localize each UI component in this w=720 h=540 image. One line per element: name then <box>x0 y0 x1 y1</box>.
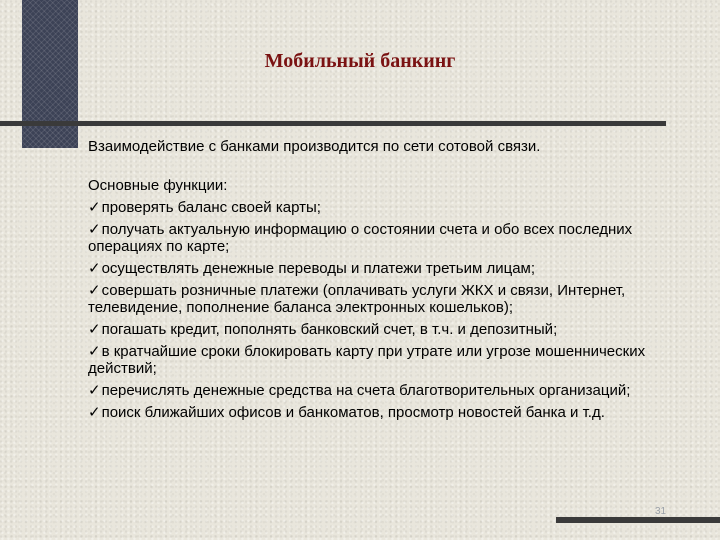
list-item <box>88 321 673 338</box>
list-item <box>88 260 673 277</box>
functions-list <box>88 199 673 421</box>
slide-title: Мобильный банкинг <box>264 50 456 72</box>
list-item-text: поиск ближайших офисов и банкоматов, просмотр новостей банка и т.д. <box>101 404 605 421</box>
list-item <box>88 382 673 399</box>
list-item <box>88 282 673 316</box>
list-item-text: в кратчайшие сроки блокировать карту при утрате или угрозе мошеннических действий; <box>88 343 646 377</box>
list-item-text: получать актуальную информацию о состоянии счета и обо всех последних операциях по карте; <box>88 221 633 255</box>
list-item-text: погашать кредит, пополнять банковский счет, в т.ч. и депозитный; <box>101 321 558 338</box>
list-item-text: перечислять денежные средства на счета благотворительных организаций; <box>101 382 631 399</box>
page-number: 31 <box>655 506 667 517</box>
list-item-text: осуществлять денежные переводы и платежи третьим лицам; <box>101 260 536 277</box>
checkmark-icon: ✓ <box>88 259 101 277</box>
checkmark-icon: ✓ <box>88 198 101 216</box>
list-item <box>88 343 673 377</box>
checkmark-icon: ✓ <box>88 220 101 238</box>
checkmark-icon: ✓ <box>88 281 101 299</box>
functions-heading: Основные функции: <box>88 177 228 194</box>
list-item-text: совершать розничные платежи (оплачивать услуги ЖКХ и связи, Интернет, телевидение, пополнение баланса электронных кошельков); <box>88 282 626 316</box>
intro-text: Взаимодействие с банками производится по сети сотовой связи. <box>88 138 541 155</box>
checkmark-icon: ✓ <box>88 381 101 399</box>
list-item <box>88 221 673 255</box>
title-divider <box>0 121 666 126</box>
slide-body <box>88 138 673 426</box>
list-item <box>88 404 673 421</box>
checkmark-icon: ✓ <box>88 342 101 360</box>
checkmark-icon: ✓ <box>88 403 101 421</box>
list-item-text: проверять баланс своей карты; <box>101 199 321 216</box>
checkmark-icon: ✓ <box>88 320 101 338</box>
list-item <box>88 199 673 216</box>
footer-divider <box>556 517 720 523</box>
